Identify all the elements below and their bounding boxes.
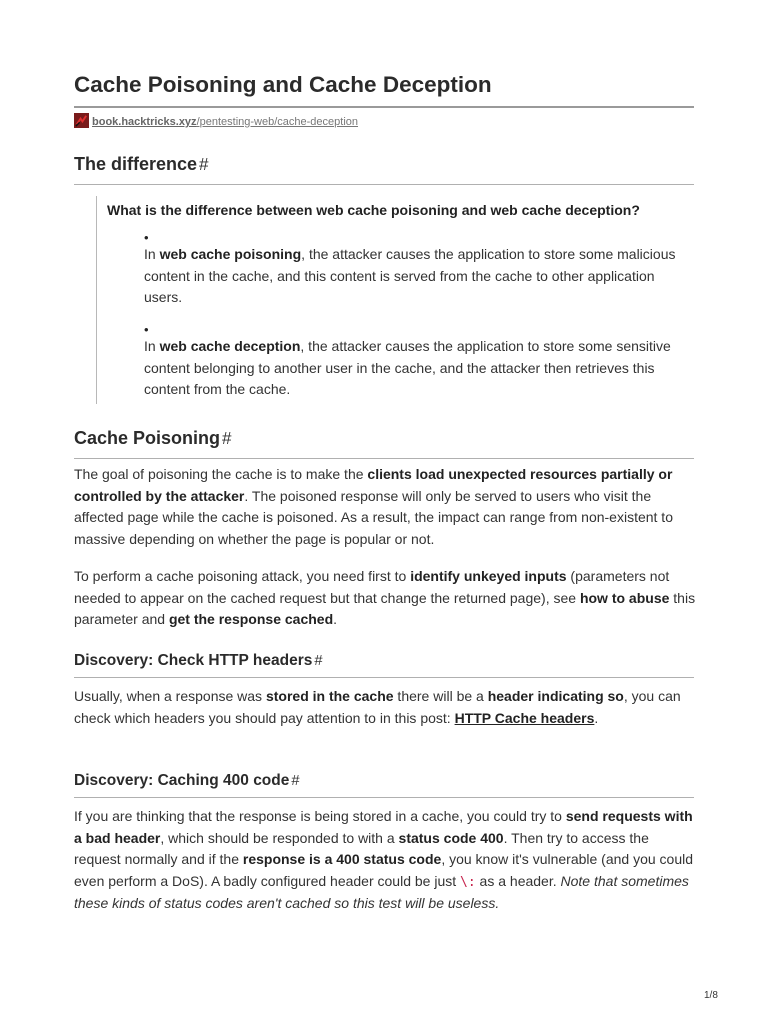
heading-discovery-headers [74,650,694,678]
page-title: Cache Poisoning and Cache Deception [74,70,694,108]
source-path-link[interactable]: /pentesting-web/cache-deception [196,116,359,128]
anchor-hash-icon[interactable]: # [314,653,323,669]
hacktricks-favicon-icon [74,113,89,128]
item-text: In [144,338,160,354]
paragraph-attack: To perform a cache poisoning attack, you need first to identify unkeyed inputs (parameters not needed to appear on the cached request but that change the returned page), see how to abuse this parameter and get the response cached. [74,568,696,627]
heading-cache-poisoning [74,426,694,459]
page-number: 1/8 [704,990,718,1001]
heading-discovery-400 [74,770,694,798]
italic-note: Note that sometimes these kinds of status codes aren't cached so this test will be useless. [74,872,689,911]
paragraph-headers: Usually, when a response was stored in the cache there will be a header indicating so, you can check which headers you should pay attention to in this post: HTTP Cache headers. [74,688,681,726]
item-term: web cache deception [159,338,301,354]
heading-text: Cache Poisoning [74,428,221,448]
bullet-icon: • [144,322,149,337]
bullet-icon: • [144,230,149,245]
heading-text: Discovery: Caching 400 code [74,772,290,789]
blockquote [96,196,695,404]
paragraph-400: If you are thinking that the response is being stored in a cache, you could try to send requests with a bad header, which should be responded to with a status code 400. Then try to access the request normally and if the response is a 400 status code, you know it's vulnerable (and you could even perform a DoS). A badly configured header could be just \: as a header. Note that sometimes these kinds of status codes aren't cached so this test will be useless. [74,808,694,911]
heading-the-difference [74,152,694,185]
item-text: , the attacker causes the application to store some sensitive content belonging to another user in the cache, and the attacker then retrieves this content from the cache. [144,338,671,397]
anchor-hash-icon[interactable]: # [222,429,232,448]
http-cache-headers-link[interactable]: HTTP Cache headers [454,709,595,726]
anchor-hash-icon[interactable]: # [199,155,209,174]
item-text: In [144,246,160,262]
list-item [144,324,684,401]
source-line [74,113,358,130]
heading-text: Discovery: Check HTTP headers [74,652,313,669]
item-term: web cache poisoning [159,246,302,262]
list-item [144,232,684,309]
heading-text: The difference [74,154,198,174]
paragraph-goal: The goal of poisoning the cache is to make the clients load unexpected resources partially or controlled by the attacker. The poisoned response will only be served to users who visit the affected page while the cache is poisoned. As a result, the impact can range from non-existent to massive depending on whether the page is popular or not. [74,466,673,547]
quote-question: What is the difference between web cache poisoning and web cache deception? [107,202,640,218]
anchor-hash-icon[interactable]: # [291,773,300,789]
source-domain-link[interactable]: book.hacktricks.xyz [92,116,197,128]
item-text: , the attacker causes the application to store some malicious content in the cache, and this content is served from the cache to other application users. [144,246,676,305]
inline-code: \: [460,874,476,890]
